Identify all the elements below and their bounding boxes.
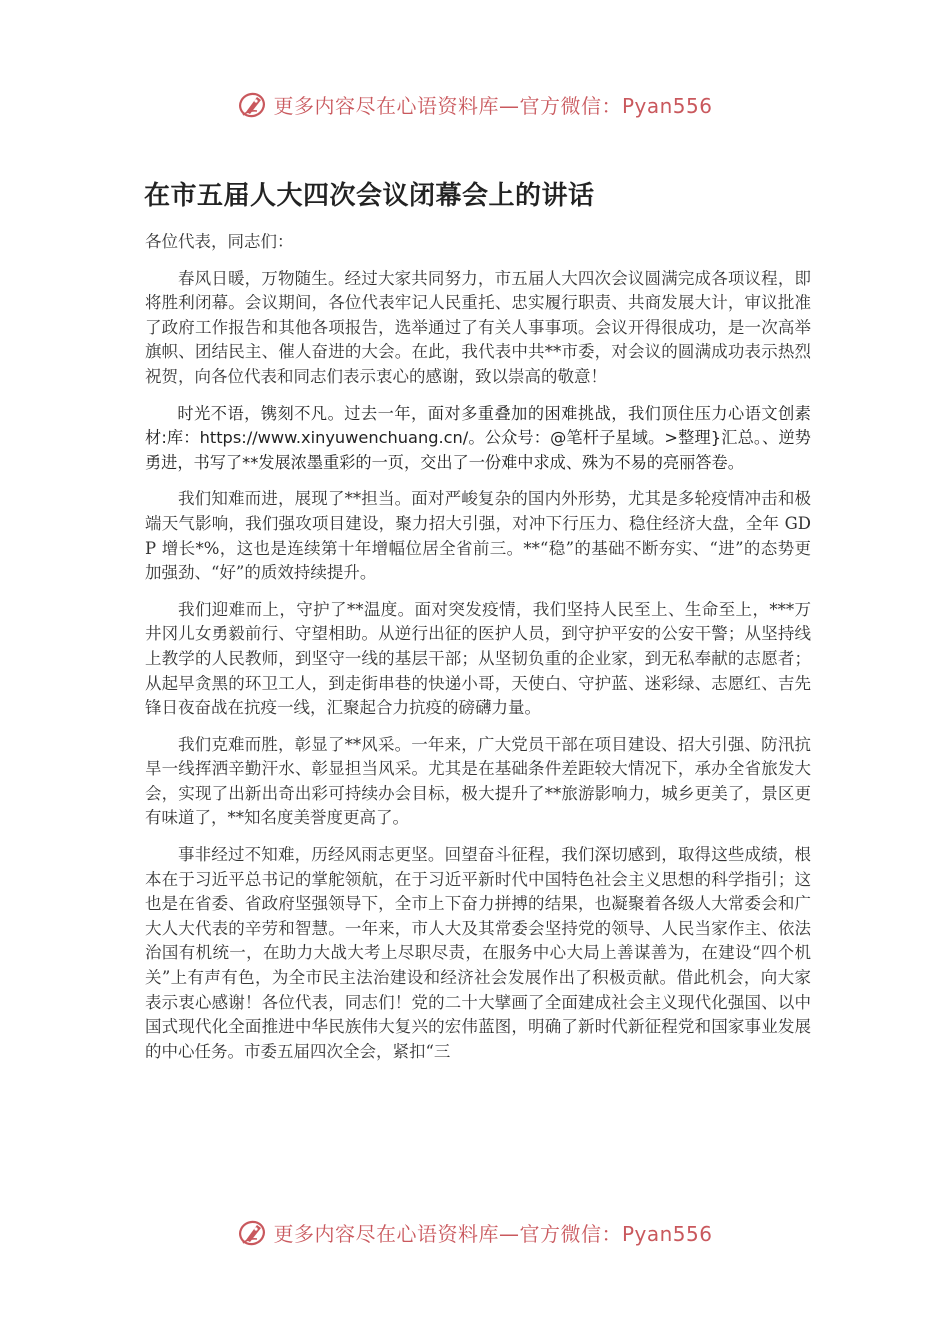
footer-banner-text: 更多内容尽在心语资料库—官方微信：Pyan556 [273, 1221, 713, 1246]
paragraph-6: 事非经过不知难，历经风雨志更坚。回望奋斗征程，我们深切感到，取得这些成绩，根本在于习近平总书记的掌舵领航，在于习近平新时代中国特色社会主义思想的科学指引；这也是在省委、省政府坚强领导下，全市上下奋力拼搏的结果，也凝聚着各级人大常委会和广大人大代表的辛劳和智慧。一年来，市人大及其常委会坚持党的领导、人民当家作主、依法治国有机统一，在助力大战大考上尽职尽责，在服务中心大局上善谋善为，在建设“四个机关”上有声有色，为全市民主法治建设和经济社会发展作出了积极贡献。借此机会，向大家表示衷心感谢！各位代表，同志们！党的二十大擘画了全面建成社会主义现代化强国、以中国式现代化全面推进中华民族伟大复兴的宏伟蓝图，明确了新时代新征程党和国家事业发展的中心任务。市委五届四次全会，紧扣“三 [145, 845, 811, 1061]
document-title: 在市五届人大四次会议闭幕会上的讲话 [144, 181, 595, 211]
header-banner-text: 更多内容尽在心语资料库—官方微信：Pyan556 [273, 93, 713, 118]
pen-nib-logo-icon [237, 1216, 269, 1248]
paragraph-4: 我们迎难而上，守护了**温度。面对突发疫情，我们坚持人民至上、生命至上，***万井冈儿女勇毅前行、守望相助。从逆行出征的医护人员，到守护平安的公安干警；从坚持线上教学的人民教师，到坚守一线的基层干部；从坚韧负重的企业家，到无私奉献的志愿者；从起早贪黑的环卫工人，到走街串巷的快递小哥，天使白、守护蓝、迷彩绿、志愿红、吉先锋日夜奋战在抗疫一线，汇聚起合力抗疫的磅礴力量。 [145, 599, 811, 718]
paragraph-3: 我们知难而进，展现了**担当。面对严峻复杂的国内外形势，尤其是多轮疫情冲击和极端天气影响，我们强攻项目建设，聚力招大引强，对冲下行压力、稳住经济大盘，全年 GDP 增长*%，这也是连续第十年增幅位居全省前三。**“稳”的基础不断夯实、“进”的态势更加强劲、“好”的质效持续提升。 [145, 489, 811, 583]
header-banner [0, 84, 950, 124]
document-body [145, 230, 811, 1076]
pen-nib-logo-icon [237, 88, 269, 120]
paragraph-5: 我们克难而胜，彰显了**风采。一年来，广大党员干部在项目建设、招大引强、防汛抗旱一线挥洒辛勤汗水、彰显担当风采。尤其是在基础条件差距较大情况下，承办全省旅发大会，实现了出新出奇出彩可持续办会目标，极大提升了**旅游影响力，城乡更美了，景区更有味道了，**知名度美誉度更高了。 [145, 734, 811, 828]
greeting: 各位代表，同志们： [145, 232, 294, 251]
paragraph-2: 时光不语，镌刻不凡。过去一年，面对多重叠加的困难挑战，我们顶住压力心语文创素材:库：https://www.xinyuwenchuang.cn/。公众号：@笔杆子星域。>整理}汇总。、逆势勇进，书写了**发展浓墨重彩的一页，交出了一份难中求成、殊为不易的亮丽答卷。 [145, 403, 811, 472]
paragraph-1: 春风日暖，万物随生。经过大家共同努力，市五届人大四次会议圆满完成各项议程，即将胜利闭幕。会议期间，各位代表牢记人民重托、忠实履行职责、共商发展大计，审议批准了政府工作报告和其他各项报告，选举通过了有关人事事项。会议开得很成功，是一次高举旗帜、团结民主、催人奋进的大会。在此，我代表中共**市委，对会议的圆满成功表示热烈祝贺，向各位代表和同志们表示衷心的感谢，致以崇高的敬意！ [145, 268, 811, 386]
footer-banner [0, 1212, 950, 1252]
